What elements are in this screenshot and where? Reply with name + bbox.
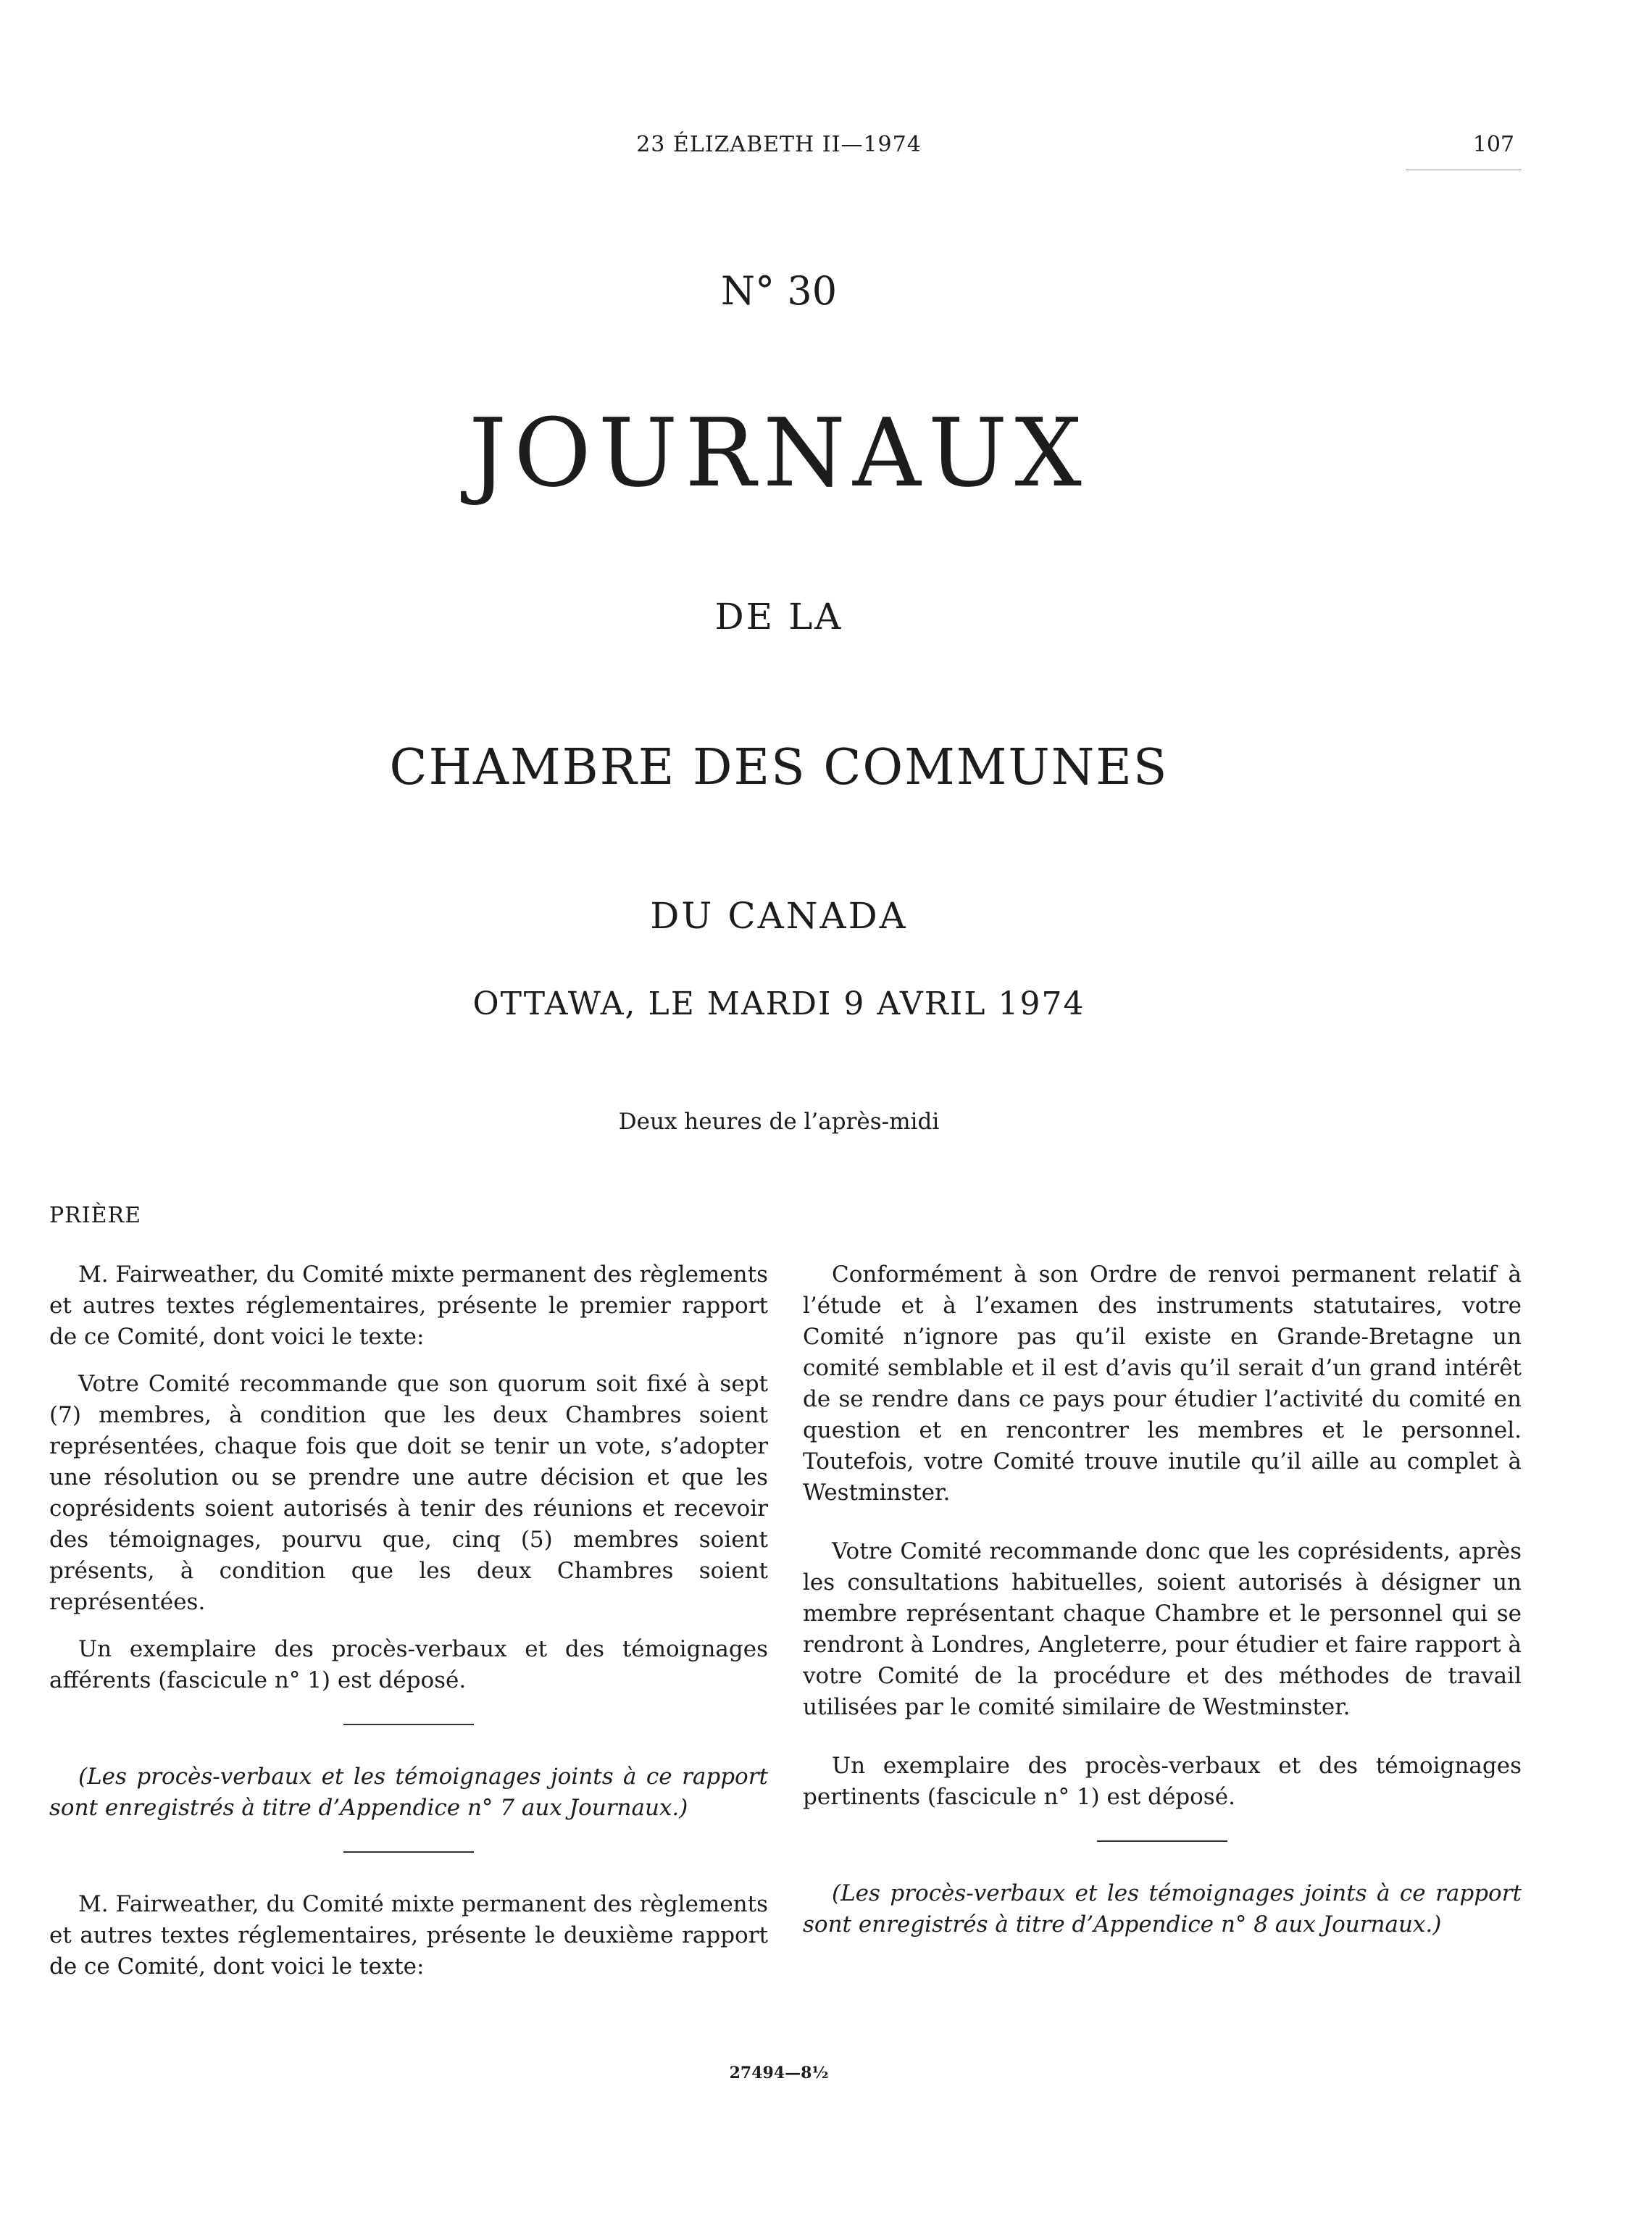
page-number: 107 — [1472, 132, 1514, 157]
section-divider — [343, 1851, 474, 1853]
paragraph-standing-order: Conformément à son Ordre de renvoi permanent relatif à l’étude et à l’examen des instruments statutaires, votre Comité n’ignore pas qu’il existe en Grande-Bretagne un comité semblable et il est d’avis qu’il serait d’un grand intérêt de se rendre dans ce pays pour étudier l’activité du comité en question et en rencontrer les membres et le personnel. Toutefois, votre Comité trouve inutile qu’il aille au complet à Westminster. — [803, 1261, 1522, 1506]
paragraph-second-report-intro: M. Fairweather, du Comité mixte permanent des règlements et autres textes réglementaires, présente le deuxième rapport de ce Comité, dont voici le texte: — [49, 1891, 768, 1980]
section-heading-priere: PRIÈRE — [49, 1203, 142, 1228]
issue-number: N° 30 — [720, 268, 838, 314]
paragraph-travel-recommendation: Votre Comité recommande donc que les coprésidents, après les consultations habituelles, soient autorisés à désigner un membre représentant chaque Chambre et le personnel qui se rendront à Londres, Angleterre, pour étudier et faire rapport à votre Comité de la procédure et des méthodes de travail utilisées par le comité similaire de Westminster. — [803, 1538, 1522, 1720]
title-chamber: CHAMBRE DES COMMUNES — [389, 739, 1169, 796]
paragraph-copy-tabled: Un exemplaire des procès-verbaux et des témoignages afférents (fascicule n° 1) est déposé. — [49, 1636, 768, 1693]
paragraph-appendix-note: (Les procès-verbaux et les témoignages joints à ce rapport sont enregistrés à titre d’Appendice n° 7 aux Journaux.) — [49, 1764, 768, 1821]
running-title: 23 ÉLIZABETH II—1974 — [636, 132, 922, 157]
paragraph-copy-tabled: Un exemplaire des procès-verbaux et des témoignages pertinents (fascicule n° 1) est déposé. — [803, 1753, 1522, 1810]
print-code: 27494—8½ — [729, 2064, 829, 2082]
paragraph-first-report-intro: M. Fairweather, du Comité mixte permanent des règlements et autres textes réglementaires, présente le premier rapport de ce Comité, dont voici le texte: — [49, 1261, 768, 1350]
section-divider — [343, 1724, 474, 1725]
dateline: OTTAWA, LE MARDI 9 AVRIL 1974 — [472, 985, 1085, 1022]
running-head — [0, 132, 1652, 168]
left-column — [49, 1259, 768, 1998]
title-de-la: DE LA — [714, 596, 843, 638]
right-column — [803, 1259, 1522, 1956]
journal-title: JOURNAUX — [469, 398, 1089, 508]
section-divider — [1097, 1840, 1227, 1842]
sitting-time: Deux heures de l’après-midi — [618, 1109, 940, 1135]
paragraph-quorum-recommendation: Votre Comité recommande que son quorum soit fixé à sept (7) membres, à condition que les deux Chambres soient représentées, chaque fois que doit se tenir un vote, s’adopter une résolution ou se prendre une autre décision et que les coprésidents soient autorisés à tenir des réunions et recevoir des témoignages, pourvu que, cinq (5) membres soient présents, à condition que les deux Chambres soient représentées. — [49, 1371, 768, 1615]
title-country: DU CANADA — [650, 895, 908, 937]
paragraph-appendix-note: (Les procès-verbaux et les témoignages joints à ce rapport sont enregistrés à titre d’Appendice n° 8 aux Journaux.) — [803, 1880, 1522, 1938]
